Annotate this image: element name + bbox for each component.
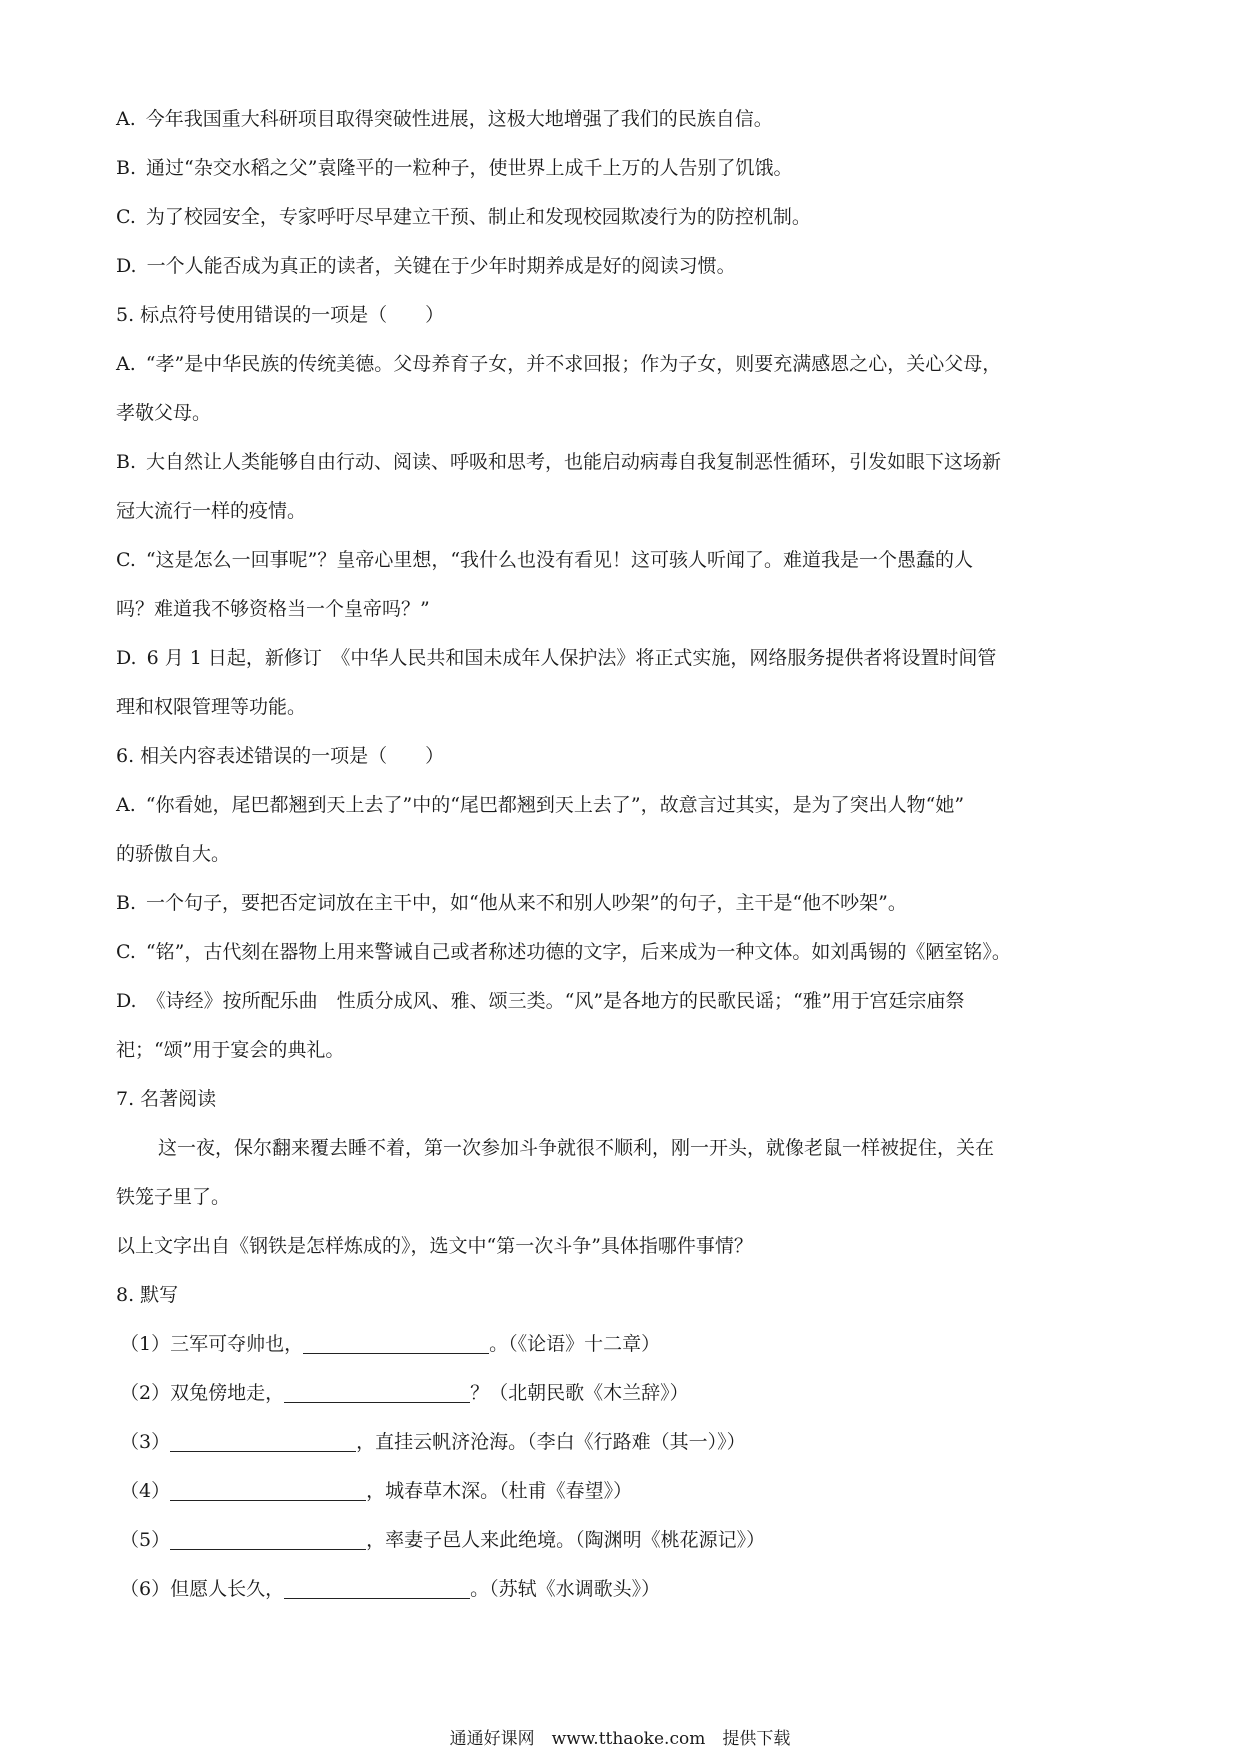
- q8-item-2: [120, 1380, 689, 1406]
- option-text: 通过“杂交水稻之父”袁隆平的一粒种子，使世界上成千上万的人告别了饥饿。: [146, 157, 793, 179]
- q7-stem: 7. 名著阅读: [116, 1088, 217, 1110]
- q5-option-b: [116, 449, 1001, 475]
- item-after: ，直挂云帆济沧海。（李白《行路难（其一）》）: [356, 1431, 746, 1453]
- option-label: B.: [116, 451, 137, 473]
- q5-option-c-cont: 吗？难道我不够资格当一个皇帝吗？”: [116, 598, 430, 620]
- q5-stem: 5. 标点符号使用错误的一项是（ ）: [116, 304, 445, 326]
- q4-option-d: [116, 253, 736, 279]
- option-label: A.: [116, 108, 136, 130]
- q6-stem: 6. 相关内容表述错误的一项是（ ）: [116, 745, 445, 767]
- option-label: A.: [116, 353, 136, 375]
- option-text: 大自然让人类能够自由行动、阅读、呼吸和思考，也能启动病毒自我复制恶性循环，引发如眼下这场新: [146, 451, 1002, 473]
- answer-blank[interactable]: [303, 1333, 489, 1354]
- q8-item-4: [120, 1478, 632, 1504]
- answer-blank[interactable]: [170, 1431, 356, 1452]
- option-text: 今年我国重大科研项目取得突破性进展，这极大地增强了我们的民族自信。: [145, 108, 773, 130]
- answer-blank[interactable]: [284, 1578, 470, 1599]
- q4-option-b: [116, 155, 792, 181]
- q5-option-a: [116, 351, 1001, 377]
- option-label: B.: [116, 892, 137, 914]
- item-before: 三军可夺帅也，: [170, 1333, 304, 1355]
- option-text: 《诗经》按所配乐曲 性质分成风、雅、颂三类。“风”是各地方的民歌民谣；“雅”用于宫廷宗庙祭: [146, 990, 965, 1012]
- q5-option-b-cont: 冠大流行一样的疫情。: [116, 500, 307, 522]
- option-text: “这是怎么一回事呢”？皇帝心里想，“我什么也没有看见！这可骇人听闻了。难道我是一个愚蠢的人: [145, 549, 974, 571]
- q7-passage-line-2: 铁笼子里了。: [116, 1186, 231, 1208]
- q6-option-c: [116, 939, 1011, 965]
- item-after: 。（《论语》十二章）: [489, 1333, 661, 1355]
- q8-item-1: [120, 1331, 660, 1357]
- item-before: 双兔傍地走，: [170, 1382, 285, 1404]
- q4-option-a: [116, 106, 773, 132]
- q5-option-d-cont: 理和权限管理等功能。: [116, 696, 307, 718]
- q8-item-3: [120, 1429, 746, 1455]
- q7-question: 以上文字出自《钢铁是怎样炼成的》，选文中“第一次斗争”具体指哪件事情？: [116, 1235, 753, 1257]
- q5-option-d: [116, 645, 996, 671]
- q6-option-d: [116, 988, 964, 1014]
- q6-option-a-cont: 的骄傲自大。: [116, 843, 231, 865]
- option-label: D.: [116, 255, 137, 277]
- item-number: （2）: [120, 1382, 171, 1404]
- item-number: （6）: [120, 1578, 171, 1600]
- option-text: 一个句子，要把否定词放在主干中，如“他从来不和别人吵架”的句子，主干是“他不吵架”。: [146, 892, 907, 914]
- q6-option-a: [116, 792, 964, 818]
- answer-blank[interactable]: [170, 1480, 366, 1501]
- item-number: （1）: [120, 1333, 171, 1355]
- answer-blank[interactable]: [284, 1382, 470, 1403]
- option-text: “孝”是中华民族的传统美德。父母养育子女，并不求回报；作为子女，则要充满感恩之心，关心父母，: [145, 353, 1002, 375]
- item-number: （4）: [120, 1480, 171, 1502]
- option-text: “铭”，古代刻在器物上用来警诫自己或者称述功德的文字，后来成为一种文体。如刘禹锡的《陋室铭》。: [145, 941, 1011, 963]
- item-after: 。（苏轼《水调歌头》）: [470, 1578, 661, 1600]
- option-label: D.: [116, 990, 137, 1012]
- q5-option-a-cont: 孝敬父母。: [116, 402, 212, 424]
- q4-option-c: [116, 204, 811, 230]
- option-label: B.: [116, 157, 137, 179]
- item-number: （3）: [120, 1431, 171, 1453]
- page-footer: 通通好课网 www.tthaoke.com 提供下载: [449, 1729, 791, 1749]
- item-number: （5）: [120, 1529, 171, 1551]
- option-text: 为了校园安全，专家呼吁尽早建立干预、制止和发现校园欺凌行为的防控机制。: [145, 206, 811, 228]
- option-label: C.: [116, 941, 136, 963]
- item-after: ，率妻子邑人来此绝境。（陶渊明《桃花源记》）: [366, 1529, 766, 1551]
- q8-item-6: [120, 1576, 660, 1602]
- option-text: 一个人能否成为真正的读者，关键在于少年时期养成是好的阅读习惯。: [146, 255, 736, 277]
- option-label: D.: [116, 647, 137, 669]
- option-label: C.: [116, 206, 136, 228]
- option-label: A.: [116, 794, 136, 816]
- q6-option-b: [116, 890, 907, 916]
- option-text: “你看她，尾巴都翘到天上去了”中的“尾巴都翘到天上去了”，故意言过其实，是为了突出人物“她”: [145, 794, 965, 816]
- answer-blank[interactable]: [170, 1529, 366, 1550]
- item-after: ？（北朝民歌《木兰辞》）: [470, 1382, 689, 1404]
- item-before: 但愿人长久，: [170, 1578, 285, 1600]
- q5-option-c: [116, 547, 973, 573]
- option-label: C.: [116, 549, 136, 571]
- q6-option-d-cont: 祀；“颂”用于宴会的典礼。: [116, 1039, 345, 1061]
- q7-passage-line-1: 这一夜，保尔翻来覆去睡不着，第一次参加斗争就很不顺利，刚一开头，就像老鼠一样被捉住，关在: [158, 1137, 995, 1159]
- q8-stem: 8. 默写: [116, 1284, 179, 1306]
- q8-item-5: [120, 1527, 765, 1553]
- item-after: ，城春草木深。（杜甫《春望》）: [366, 1480, 633, 1502]
- option-text: 6 月 1 日起，新修订 《中华人民共和国未成年人保护法》将正式实施，网络服务提供者将设置时间管: [146, 647, 997, 669]
